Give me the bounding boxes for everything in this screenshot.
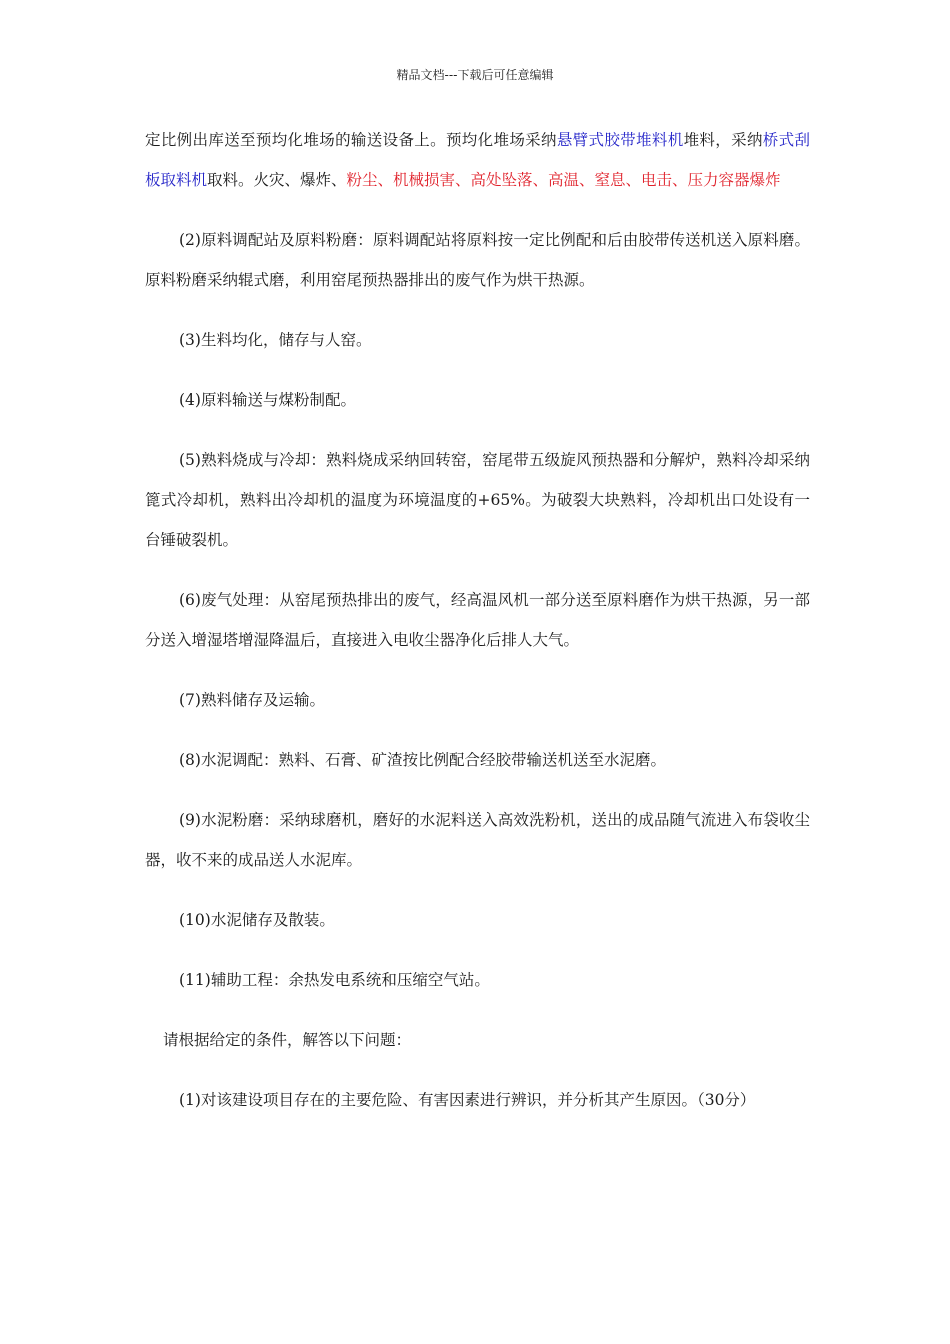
intro-text-5: 取料。火灾、爆炸、 [207,171,347,189]
equipment-reclaimer: 桥式刮板取料机 [145,131,810,189]
hazard-list: 粉尘、机械损害、高处坠落、高温、窒息、电击、压力容器爆炸 [346,171,781,189]
item-8: (8)水泥调配：熟料、石膏、矿渣按比例配合经胶带输送机送至水泥磨。 [179,751,666,769]
intro-text-1: 定比例出库送至预均化堆场的输送设备上。预均化堆场采纳 [145,131,557,149]
item-4: (4)原料输送与煤粉制配。 [179,391,356,409]
item-2: (2)原料调配站及原料粉磨：原料调配站将原料按一定比例配和后由胶带传送机送入原料磨。原料粉磨采纳辊式磨，利用窑尾预热器排出的废气作为烘干热源。 [145,231,810,289]
item-6: (6)废气处理：从窑尾预热排出的废气，经高温风机一部分送至原料磨作为烘干热源，另一部分送入增湿塔增湿降温后，直接进入电收尘器净化后排人大气。 [145,591,810,649]
item-11: (11)辅助工程：余热发电系统和压缩空气站。 [179,971,490,989]
item-9: (9)水泥粉磨：采纳球磨机，磨好的水泥料送入高效洗粉机，送出的成品随气流进入布袋收尘器，收不来的成品送人水泥库。 [145,811,810,869]
page-header: 精品文档---下载后可任意编辑 [396,68,554,82]
document-body [145,120,810,1140]
item-7: (7)熟料储存及运输。 [179,691,325,709]
intro-text-3: 堆料，采纳 [683,131,763,149]
item-3: (3)生料均化，储存与人窑。 [179,331,372,349]
item-5: (5)熟料烧成与冷却：熟料烧成采纳回转窑，窑尾带五级旋风预热器和分解炉，熟料冷却采纳篦式冷却机，熟料出冷却机的温度为环境温度的+65%。为破裂大块熟料，冷却机出口处设有一台锤破裂机。 [145,451,810,549]
equipment-stacker: 悬臂式胶带堆料机 [556,131,684,149]
question-intro: 请根据给定的条件，解答以下问题： [163,1031,412,1049]
intro-paragraph [145,120,810,200]
item-10: (10)水泥储存及散装。 [179,911,335,929]
question-1: (1)对该建设项目存在的主要危险、有害因素进行辨识，并分析其产生原因。（30分） [179,1091,756,1109]
